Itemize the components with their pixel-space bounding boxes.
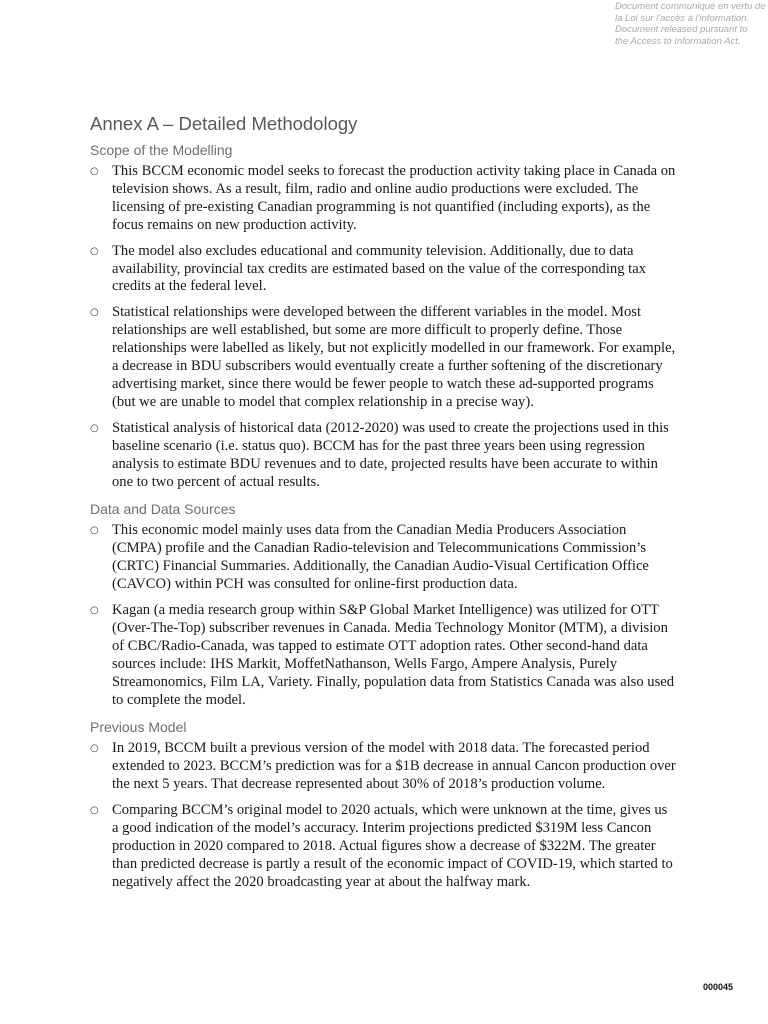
document-body bbox=[90, 112, 676, 900]
list-item bbox=[90, 420, 676, 492]
list-item-text: This economic model mainly uses data from the Canadian Media Producers Association (CMPA) profile and the Canadian Radio-television and Telecommunications Commission’s (CRTC) Financial Summaries. Additionally, the Canadian Audio-Visual Certification Office (CAVCO) within PCH was consulted for online-first production data. bbox=[112, 522, 649, 593]
bullet-icon: ○ bbox=[90, 307, 99, 319]
list-item bbox=[90, 304, 676, 411]
bullet-list bbox=[90, 740, 676, 891]
list-item-text: Statistical relationships were developed between the different variables in the model. Most relationships are well established, but some are more difficult to properly define. Those relationships were labelled as likely, but not explicitly modelled in our framework. For example, a decrease in BDU subscribers would eventually create a further softening of the discretionary advertising market, since there would be fewer people to watch these ad-supported programs (but we are unable to model that complex relationship in a precise way). bbox=[112, 304, 676, 410]
page-number: 000045 bbox=[703, 982, 734, 992]
list-item bbox=[90, 602, 676, 709]
stamp-line: Document communiqué en vertu de bbox=[615, 1, 766, 12]
bullet-icon: ○ bbox=[90, 422, 99, 434]
section-heading: Previous Model bbox=[90, 719, 187, 736]
list-item-text: Comparing BCCM’s original model to 2020 actuals, which were unknown at the time, gives us a good indication of the model’s accuracy. Interim projections predicted $319M less Cancon production in 2020 compared to 2018. Actual figures show a decrease of $322M. The greater than predicted decrease is partly a result of the economic impact of COVID-19, which started to negatively affect the 2020 broadcasting year at about the halfway mark. bbox=[112, 802, 673, 890]
list-item-text: In 2019, BCCM built a previous version of the model with 2018 data. The forecasted period extended to 2023. BCCM’s prediction was for a $1B decrease in annual Cancon production over the next 5 years. That decrease represented about 30% of 2018’s production volume. bbox=[112, 740, 676, 793]
section-heading: Data and Data Sources bbox=[90, 501, 236, 518]
stamp-line: Document released pursuant to bbox=[615, 24, 748, 35]
stamp-line: the Access to Information Act. bbox=[615, 35, 741, 47]
list-item-text: The model also excludes educational and community television. Additionally, due to data availability, provincial tax credits are estimated based on the value of the corresponding tax credits at the federal level. bbox=[112, 242, 646, 295]
list-item-text: Statistical analysis of historical data (2012-2020) was used to create the projections used in this baseline scenario (i.e. status quo). BCCM has for the past three years been using regression analysis to estimate BDU revenues and to date, projected results have been accurate to within one to two percent of actual results. bbox=[112, 419, 669, 490]
bullet-icon: ○ bbox=[90, 605, 99, 617]
section-data-sources bbox=[90, 499, 676, 709]
stamp-line: la Loi sur l'accès à l'information. bbox=[615, 12, 750, 24]
list-item bbox=[90, 740, 676, 794]
list-item-text: Kagan (a media research group within S&P Global Market Intelligence) was utilized for OTT (Over-The-Top) subscriber revenues in Canada. Media Technology Monitor (MTM), a division of CBC/Radio-Canada, was tapped to estimate OTT adoption rates. Other second-hand data sources include: IHS Markit, MoffetNathanson, Wells Fargo, Ampere Analysis, Purely Streamonomics, Film LA, Variety. Finally, population data from Statistics Canada was also used to complete the model. bbox=[112, 602, 675, 708]
section-previous-model bbox=[90, 717, 676, 891]
section-heading: Scope of the Modelling bbox=[90, 142, 233, 158]
access-to-information-stamp bbox=[615, 1, 765, 47]
page-title: Annex A – Detailed Methodology bbox=[90, 113, 358, 134]
bullet-icon: ○ bbox=[90, 166, 99, 177]
bullet-icon: ○ bbox=[90, 525, 99, 537]
bullet-icon: ○ bbox=[90, 805, 99, 817]
bullet-list bbox=[90, 522, 676, 709]
list-item-text: This BCCM economic model seeks to forecast the production activity taking place in Canada on television shows. As a result, film, radio and online audio productions were excluded. The licensing of pre-existing Canadian programming is not quantified (including exports), as the focus remains on new production activity. bbox=[112, 163, 676, 233]
bullet-icon: ○ bbox=[90, 743, 99, 755]
list-item bbox=[90, 522, 676, 594]
bullet-icon: ○ bbox=[90, 245, 99, 257]
section-scope-of-modelling bbox=[90, 140, 676, 491]
list-item bbox=[90, 802, 676, 892]
bullet-list bbox=[90, 163, 676, 491]
list-item bbox=[90, 243, 676, 297]
list-item bbox=[90, 163, 676, 235]
